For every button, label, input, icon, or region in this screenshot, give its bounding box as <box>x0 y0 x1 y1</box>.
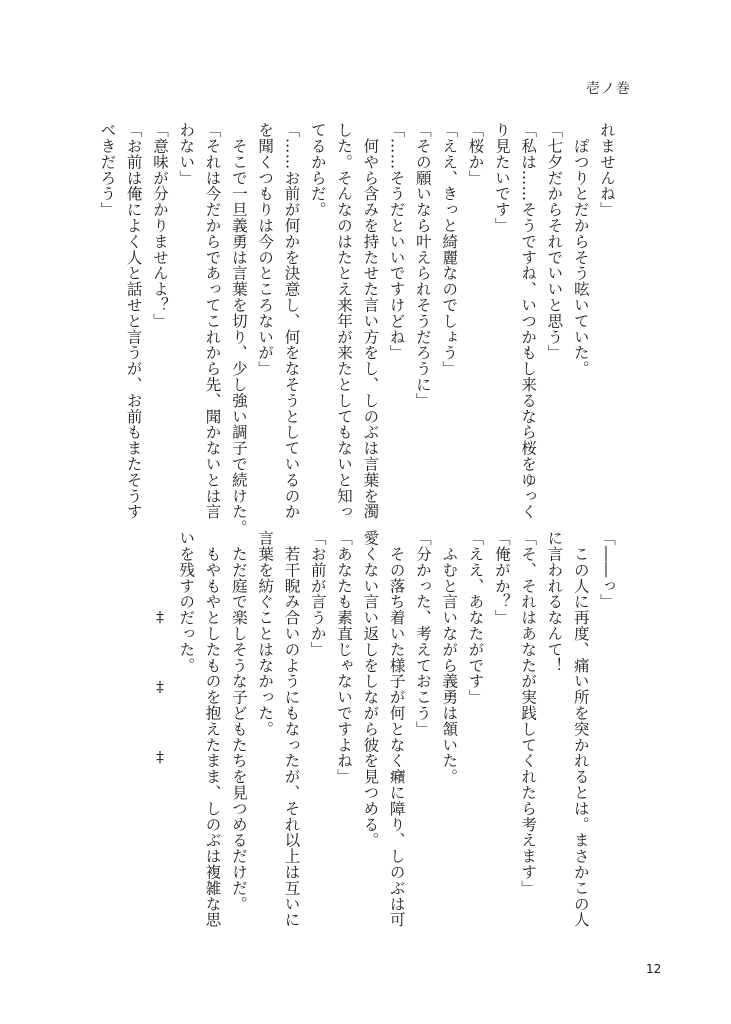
text-line: 言葉を紡ぐことはなかった。 <box>256 530 275 737</box>
scene-break-mark: ‡ <box>150 678 169 696</box>
text-line: いを残すのだった。 <box>177 530 196 674</box>
text-line: 愛くない言い返しをしながら彼を見つめる。 <box>361 530 380 848</box>
text-line: 「意味が分かりませんよ？」 <box>150 122 169 329</box>
text-line: に言われるなんて！ <box>545 530 564 674</box>
text-line: 「分かった、考えておこう」 <box>413 530 432 737</box>
scene-break-mark: ‡ <box>150 748 169 766</box>
text-line: てるからだ。 <box>308 122 327 218</box>
page-number: 12 <box>646 962 662 976</box>
upper-text-block <box>98 122 620 536</box>
running-title: 壱ノ巻 <box>586 81 631 97</box>
text-line: もやもやとしたものを抱えたまま、しのぶは複雑な思 <box>203 530 222 928</box>
text-line: 「――っ」 <box>598 530 616 610</box>
text-line: 「あなたも素直じゃないですよね」 <box>335 530 354 785</box>
text-line: ぽつりとだからそう呟いていた。 <box>571 122 590 377</box>
text-line: 「……お前が何かを決意し、何をなそうとしているのか <box>282 122 301 520</box>
text-line: 「そ、それはあなたが実践してくれたら考えます」 <box>519 530 538 896</box>
text-line: 何やら含みを持たせた言い方をし、しのぶは言葉を濁 <box>361 122 380 520</box>
text-line: 「俺がか？」 <box>492 530 511 626</box>
text-line: 「その願いなら叶えられそうだろうに」 <box>413 122 432 409</box>
text-line: 「ええ、きっと綺麗なのでしょう」 <box>440 122 459 377</box>
text-line: 若干睨み合いのようにもなったが、それ以上は互いに <box>282 530 301 928</box>
text-line: り見たいです」 <box>492 122 511 234</box>
text-line: 「……そうだといいですけどね」 <box>387 122 406 361</box>
text-line: ふむと言いながら義勇は頷いた。 <box>440 530 459 785</box>
text-line: わない」 <box>177 122 196 186</box>
scene-break <box>147 530 173 920</box>
text-line: 「私は……そうですね、いつかもし来るなら桜をゆっく <box>519 122 538 520</box>
text-line: 「ええ、あなたがです」 <box>466 530 485 705</box>
text-line: 「桜か」 <box>466 122 485 186</box>
text-line: そこで一旦義勇は言葉を切り、少し強い調子で続けた。 <box>229 122 248 536</box>
text-line: 「お前は俺によく人と話せと言うが、お前もまたそうす <box>124 122 143 520</box>
text-line: 「それは今だからであってこれから先、聞かないとは言 <box>203 122 222 520</box>
text-line: この人に再度、痛い所を突かれるとは。まさかこの人 <box>571 530 590 928</box>
text-line: を聞くつもりは今のところないが」 <box>256 122 275 377</box>
text-line: 「お前が言うか」 <box>308 530 327 658</box>
text-line: した。そんなのはたとえ来年が来たとしてもないと知っ <box>335 122 354 520</box>
lower-text-block <box>110 530 620 928</box>
text-line: れませんね」 <box>598 122 616 218</box>
text-line: 「七夕だからそれでいいと思う」 <box>545 122 564 361</box>
text-line: その落ち着いた様子が何となく癪に障り、しのぶは可 <box>387 530 406 928</box>
text-line: べきだろう」 <box>98 122 117 218</box>
text-line: ただ庭で楽しそうな子どもたちを見つめるだけだ。 <box>229 530 248 912</box>
scene-break-mark: ‡ <box>150 608 169 626</box>
